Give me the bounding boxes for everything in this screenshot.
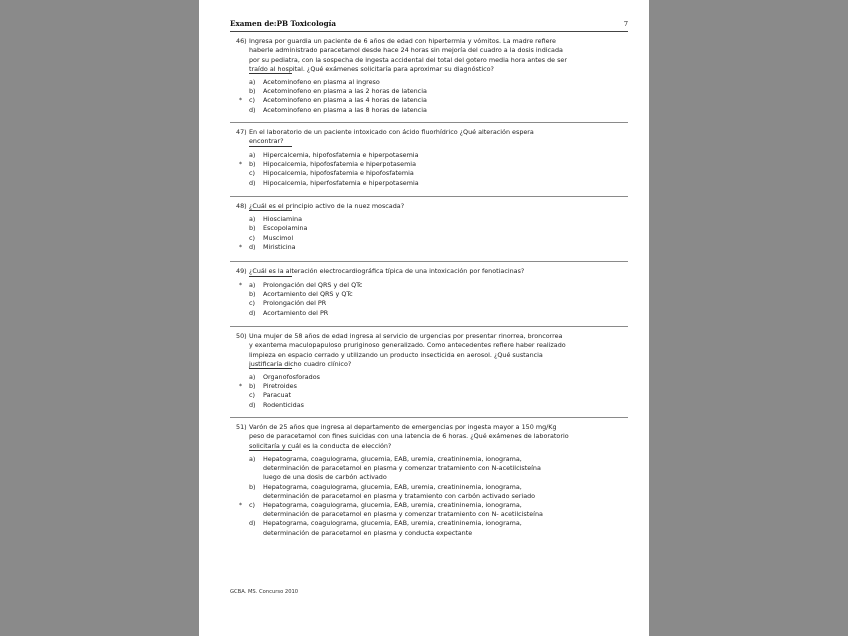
question-text-line: peso de paracetamol con fines suicidas con una latencia de 6 horas. ¿Qué exámenes de laboratorio [249, 432, 569, 441]
option-text-line: Organofosforados [263, 373, 320, 381]
option-text-line: Prolongación del PR [263, 299, 327, 308]
page-header [230, 19, 628, 32]
question-underline [249, 146, 292, 147]
correct-answer-mark: * [239, 244, 242, 252]
question-underline [249, 73, 292, 74]
question-text [249, 202, 579, 211]
correct-answer-mark: * [239, 502, 242, 509]
question-text-line: limpieza en espacio cerrado y utilizando un producto insecticida en aerosol. ¿Qué sustancia [249, 350, 543, 359]
document-page [199, 0, 649, 636]
correct-answer-mark: * [239, 161, 242, 169]
page-footer: GCBA. MS. Concurso 2010 [230, 589, 299, 595]
option-text-line: Hipocalcemia, hipofosfatemia e hipofosfatemia [263, 169, 414, 178]
question-text-line: justificaría dicho cuadro clínico? [249, 360, 352, 369]
question-text-line: ¿Cuál es el principio activo de la nuez moscada? [249, 202, 405, 210]
option-letter: b) [249, 382, 256, 391]
option-letter: a) [249, 455, 256, 463]
option-text-line: determinación de paracetamol en plasma y comenzar tratamiento con N- acetilcisteína [263, 510, 543, 519]
question-text-line: Una mujer de 58 años de edad ingresa al servicio de urgencias por presentar rinorrea, broncorrea [249, 332, 563, 340]
correct-answer-mark: * [239, 97, 242, 105]
option-letter: d) [249, 308, 256, 317]
option-text [263, 309, 328, 318]
question-underline [249, 276, 292, 277]
question-number: 47) [236, 128, 247, 136]
question-separator [230, 326, 628, 327]
question-number: 50) [236, 332, 247, 340]
correct-answer-mark: * [239, 282, 242, 289]
option-text [263, 299, 326, 308]
option-letter: a) [249, 151, 256, 159]
option-letter: c) [249, 501, 256, 509]
option-text-line: Escopolamina [263, 224, 308, 233]
exam-title: Examen de:PB Toxicología [230, 19, 337, 28]
option-text [263, 96, 427, 105]
option-text-line: luego de una dosis de carbón activado [263, 473, 387, 482]
option-text-line: determinación de paracetamol en plasma y comenzar tratamiento con N-acetilcisteína [263, 464, 541, 473]
option-text-line: determinación de paracetamol en plasma y conducta expectante [263, 528, 473, 537]
question-text-line: Ingresa por guardia un paciente de 6 años de edad con hipertermia y vómitos. La madre refiere [249, 37, 556, 45]
question-text-line: En el laboratorio de un paciente intoxicado con ácido fluorhídrico ¿Qué alteración espera [249, 128, 534, 136]
option-letter: d) [249, 519, 256, 528]
option-text [263, 281, 362, 290]
page-number: 7 [623, 20, 628, 28]
option-letter: c) [249, 96, 256, 105]
option-letter: b) [249, 160, 256, 169]
question-text-line: y exantema maculopapuloso pruriginoso generalizado. Como antecedentes refiere haber realizado [249, 341, 566, 350]
question-number: 49) [236, 267, 247, 275]
option-text-line: Hipocalcemia, hiperfosfatemia e hiperpotasemia [263, 178, 419, 187]
option-text [263, 483, 535, 501]
question-separator [230, 261, 628, 262]
option-text [263, 169, 414, 178]
option-text-line: Hepatograma, coagulograma, glucemia, EAB, uremia, creatininemia, ionograma, [263, 519, 522, 528]
option-text [263, 87, 427, 96]
option-text-line: Acetominofeno en plasma a las 8 horas de latencia [263, 105, 427, 114]
question-text-line: haberle administrado paracetamol desde hace 24 horas sin mejoría del cuadro a la dosis indicada [249, 46, 563, 55]
option-text-line: Hepatograma, coagulograma, glucemia, EAB, uremia, creatininemia, ionograma, [263, 501, 522, 509]
option-text-line: Muscimol [263, 233, 294, 242]
option-text [263, 455, 541, 483]
option-letter: c) [249, 299, 256, 308]
question-text-line: solicitaría y cuál es la conducta de elección? [249, 441, 392, 450]
option-text [263, 106, 427, 115]
question-number: 48) [236, 202, 247, 210]
option-text-line: Hepatograma, coagulograma, glucemia, EAB, uremia, creatininemia, ionograma, [263, 455, 522, 463]
option-text-line: Acetominofeno en plasma a las 2 horas de latencia [263, 87, 427, 96]
option-text [263, 391, 291, 400]
option-letter: c) [249, 233, 256, 242]
option-text [263, 224, 307, 233]
option-letter: a) [249, 281, 256, 289]
option-text [263, 401, 304, 410]
option-letter: a) [249, 215, 256, 223]
option-text-line: Acortamiento del QRS y QTc [263, 290, 353, 299]
option-letter: d) [249, 400, 256, 409]
option-text [263, 78, 380, 87]
option-text [263, 151, 419, 160]
question-number: 51) [236, 423, 247, 431]
option-text-line: Hepatograma, coagulograma, glucemia, EAB, uremia, creatininemia, ionograma, [263, 482, 522, 491]
option-text [263, 243, 296, 252]
question-underline [249, 368, 292, 369]
option-text-line: determinación de paracetamol en plasma y tratamiento con carbón activado seriado [263, 491, 536, 500]
option-text [263, 519, 522, 537]
option-text-line: Acetominofeno en plasma al ingreso [263, 78, 380, 86]
question-separator [230, 196, 628, 197]
option-text [263, 215, 302, 224]
question-underline [249, 210, 292, 211]
option-text-line: Acortamiento del PR [263, 308, 329, 317]
option-letter: d) [249, 243, 256, 252]
option-text-line: Hipocalcemia, hipofosfatemia e hiperpotasemia [263, 160, 416, 169]
question-text [249, 267, 579, 276]
option-letter: c) [249, 391, 256, 400]
option-text-line: Miristicina [263, 243, 296, 252]
option-letter: b) [249, 482, 256, 491]
question-text [249, 423, 579, 451]
option-text [263, 501, 543, 519]
option-text [263, 179, 419, 188]
option-text-line: Hipercalcemia, hipofosfatemia e hiperpotasemia [263, 151, 419, 159]
question-separator [230, 417, 628, 418]
question-separator [230, 122, 628, 123]
option-text-line: Hiosciamina [263, 215, 302, 223]
option-text [263, 234, 293, 243]
option-text-line: Prolongación del QRS y del QTc [263, 281, 363, 289]
option-text-line: Paracuat [263, 391, 292, 400]
question-text-line: traído al hospital. ¿Qué exámenes solicitaría para aproximar su diagnóstico? [249, 65, 494, 74]
option-text-line: Piretroides [263, 382, 297, 391]
option-letter: d) [249, 105, 256, 114]
option-letter: c) [249, 169, 256, 178]
question-text [249, 128, 579, 147]
option-letter: a) [249, 78, 256, 86]
option-text [263, 382, 297, 391]
option-text [263, 160, 416, 169]
question-text-line: por su pediatra, con la sospecha de ingesta accidental del total del gotero media hora antes de ser [249, 55, 567, 64]
option-letter: b) [249, 224, 256, 233]
option-text-line: Acetominofeno en plasma a las 4 horas de latencia [263, 96, 427, 105]
option-text [263, 290, 353, 299]
option-text-line: Rodenticidas [263, 400, 304, 409]
question-text-line: encontrar? [249, 137, 284, 146]
option-letter: b) [249, 87, 256, 96]
option-letter: b) [249, 290, 256, 299]
question-text [249, 332, 579, 370]
question-text-line: Varón de 25 años que ingresa al departamento de emergencias por ingesta mayor a 150 mg/Kg [249, 423, 557, 431]
correct-answer-mark: * [239, 383, 242, 391]
question-number: 46) [236, 37, 247, 45]
option-text [263, 373, 320, 382]
question-underline [249, 450, 292, 451]
question-text [249, 37, 579, 75]
question-text-line: ¿Cuál es la alteración electrocardiográfica típica de una intoxicación por fenotiacinas? [249, 267, 525, 275]
option-letter: d) [249, 178, 256, 187]
option-letter: a) [249, 373, 256, 381]
